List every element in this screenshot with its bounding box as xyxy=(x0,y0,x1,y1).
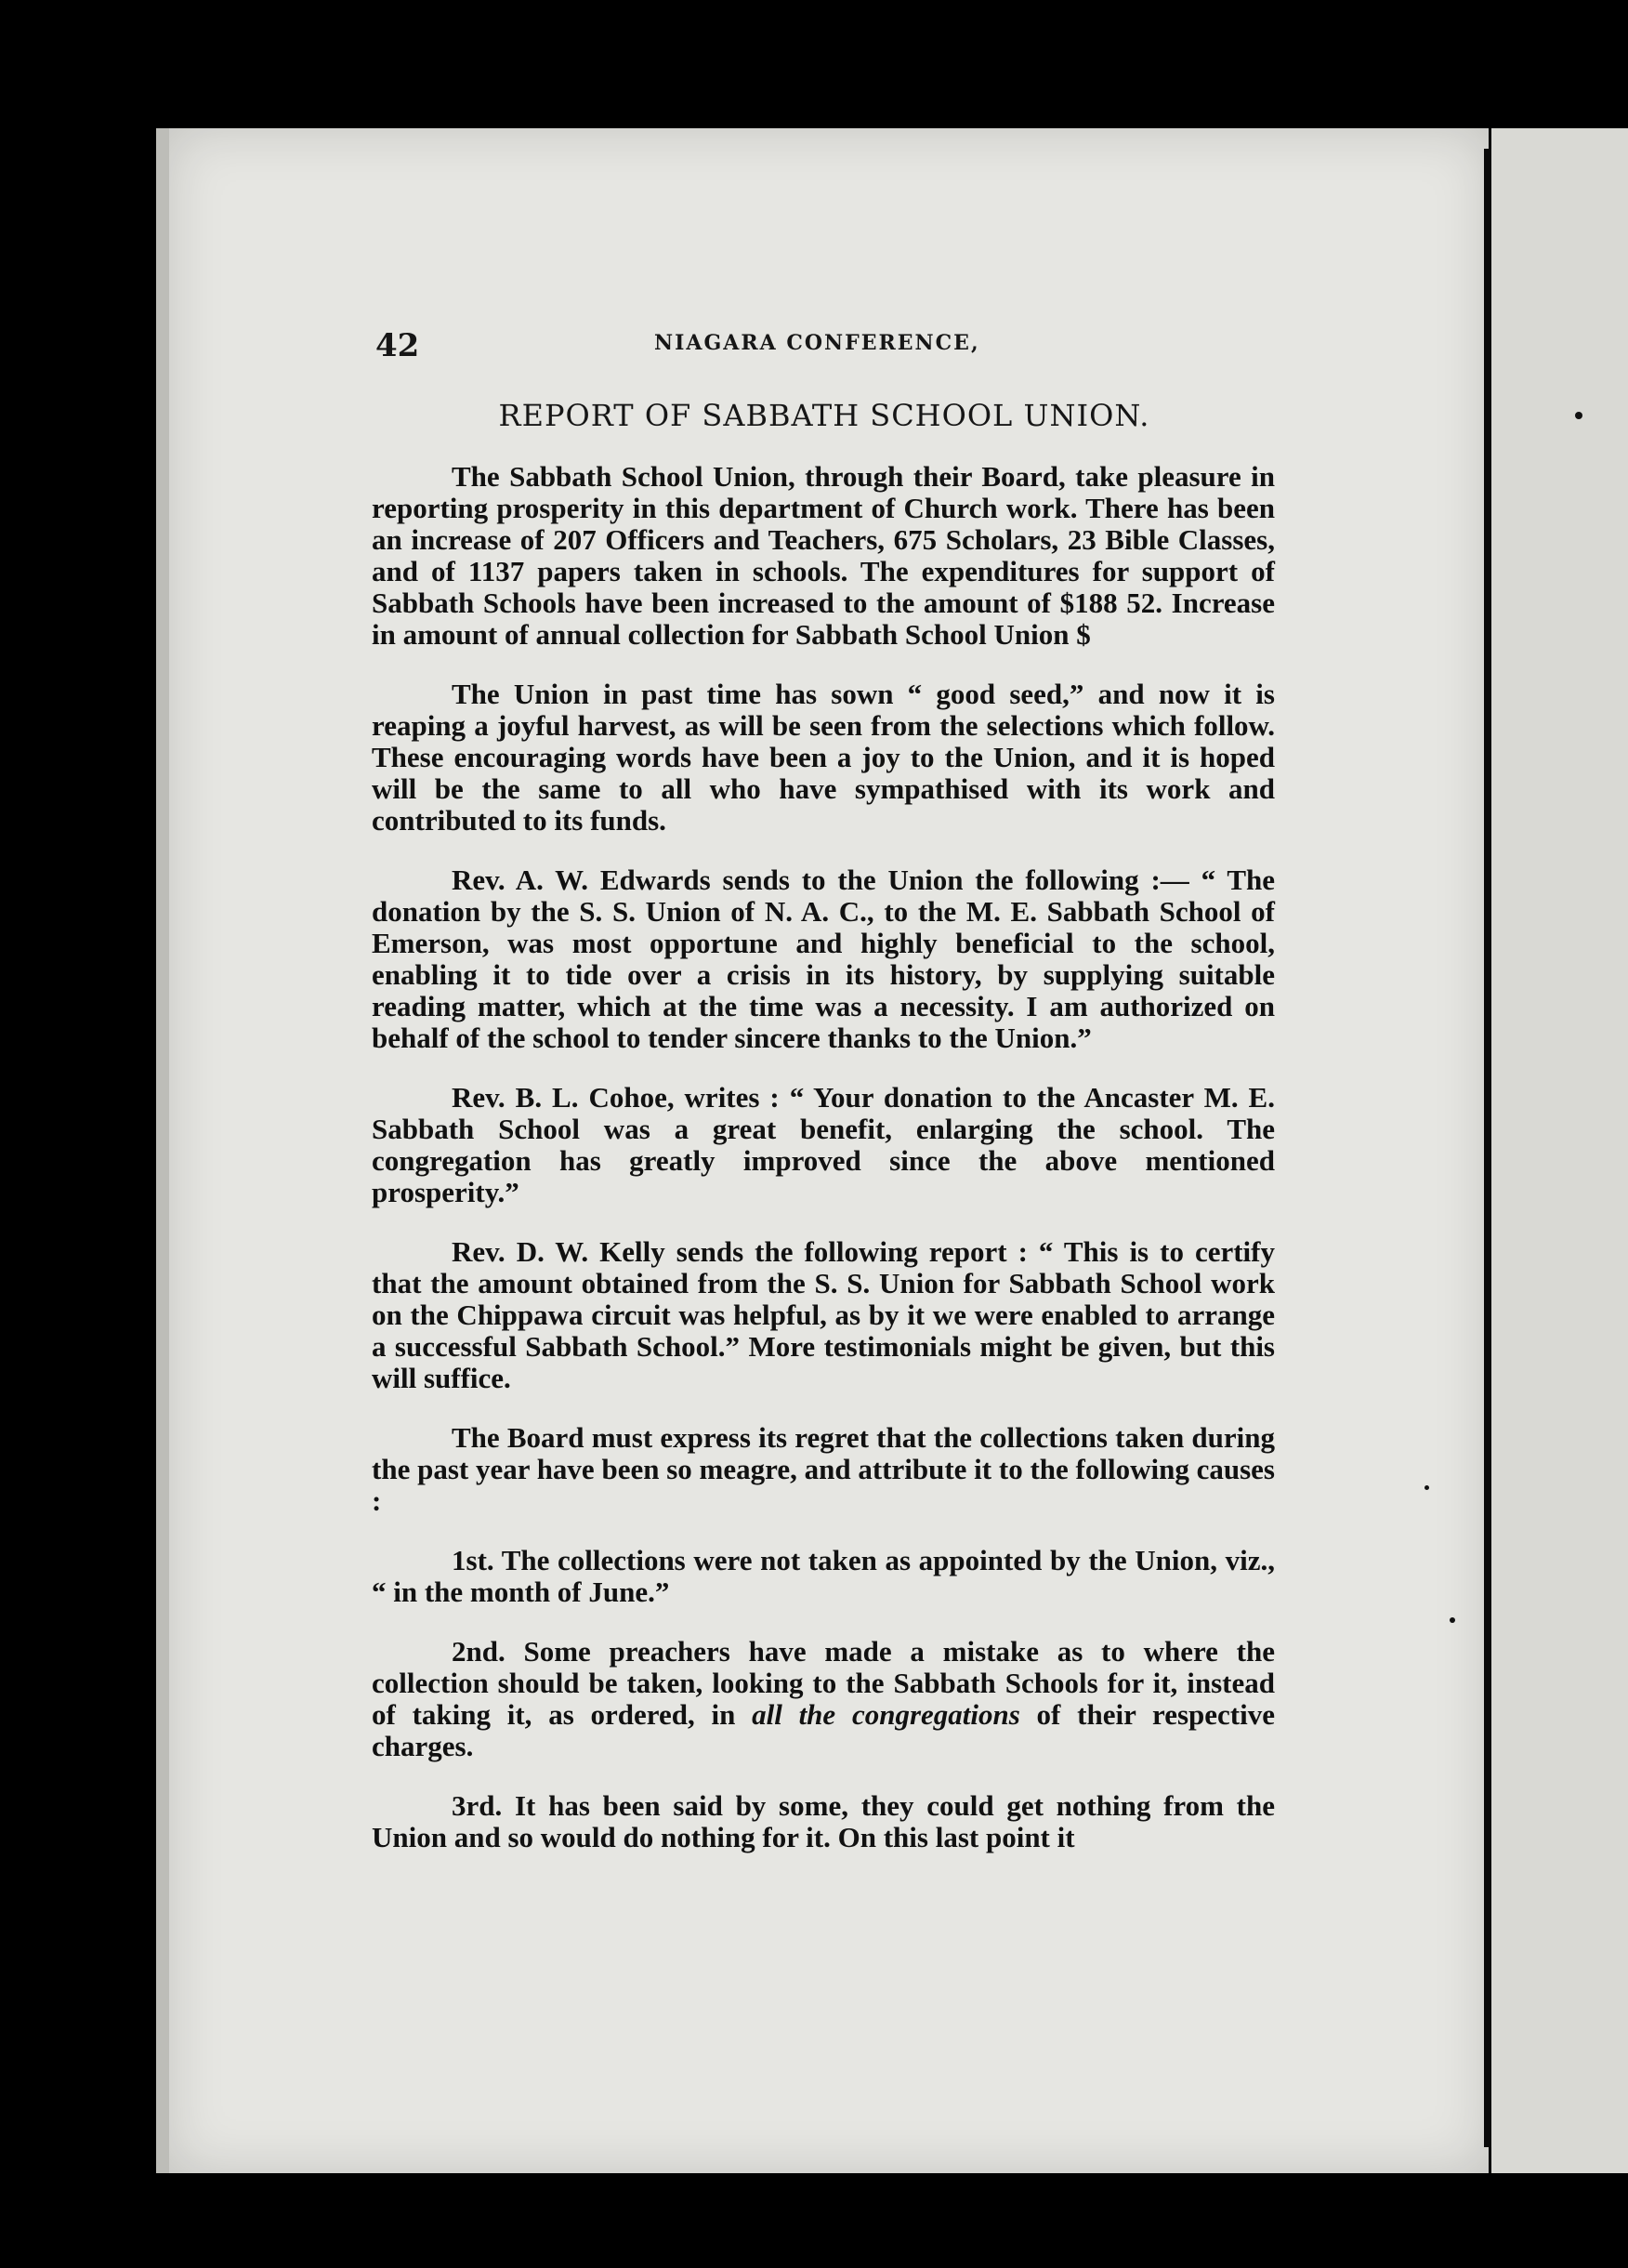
cause-2nd-emphasis: all the congregations xyxy=(752,1698,1020,1731)
paragraph-cohoe: Rev. B. L. Cohoe, writes : “ Your donation to the Ancaster M. E. Sabbath School was a great benefit, enlarging the school. The congregation has greatly improved since the above mentioned prosperity.” xyxy=(372,1081,1275,1208)
paragraph-cause-1st: 1st. The collections were not taken as appointed by the Union, viz., “ in the month of June.” xyxy=(372,1544,1275,1608)
report-title: REPORT OF SABBATH SCHOOL UNION. xyxy=(498,398,1150,433)
paragraph-cause-3rd: 3rd. It has been said by some, they could get nothing from the Union and so would do nothing for it. On this last point it xyxy=(372,1789,1275,1853)
paragraph-cause-2nd xyxy=(372,1636,1275,1762)
paragraph-kelly: Rev. D. W. Kelly sends the following report : “ This is to certify that the amount obtained from the S. S. Union for Sabbath School work on the Chippawa circuit was helpful, as by it we were enabled to arrange a successful Sabbath School.” More testimonials might be given, but this will suffice. xyxy=(372,1235,1275,1394)
scan-speck-mark xyxy=(1424,1485,1429,1490)
paragraph-edwards: Rev. A. W. Edwards sends to the Union the following :— “ The donation by the S. S. Union of N. A. C., to the M. E. Sabbath School of Emerson, was most opportune and highly beneficial to the school, enabling it to tide over a crisis in its history, by supplying suitable reading matter, which at the time was a necessity. I am authorized on behalf of the school to tender sincere thanks to the Union.” xyxy=(372,864,1275,1054)
cause-2nd-text-before: 2nd. Some preachers have made a mistake as to where the collection should be taken, looking to the Sabbath Schools for it, instead of taking it, as ordered, in xyxy=(372,1635,1275,1731)
paragraph-regret: The Board must express its regret that the collections taken during the past year have been so meagre, and attribute it to the following causes : xyxy=(372,1421,1275,1517)
page-number: 42 xyxy=(375,327,420,364)
page-gutter-line xyxy=(1484,149,1491,2147)
report-body xyxy=(372,461,1275,1881)
scan-speck-mark xyxy=(1450,1617,1455,1623)
paragraph-harvest: The Union in past time has sown “ good seed,” and now it is reaping a joyful harvest, as will be seen from the selections which follow. These encouraging words have been a joy to the Union, and it is hoped will be the same to all who have sympathised with its work and contributed to its funds. xyxy=(372,678,1275,837)
running-head: NIAGARA CONFERENCE, xyxy=(654,331,980,355)
paragraph-intro: The Sabbath School Union, through their Board, take pleasure in reporting prosperity in this department of Church work. There has been an increase of 207 Officers and Teachers, 675 Scholars, 23 Bible Classes, and of 1137 papers taken in schools. The expenditures for support of Sabbath Schools have been increased to the amount of $188 52. Increase in amount of annual collection for Sabbath School Union $ xyxy=(372,460,1275,651)
cause-2nd-text-after: of their respective charges. xyxy=(372,1698,1275,1762)
scan-speck-mark xyxy=(1575,412,1582,419)
facing-page-edge xyxy=(1491,128,1628,2173)
